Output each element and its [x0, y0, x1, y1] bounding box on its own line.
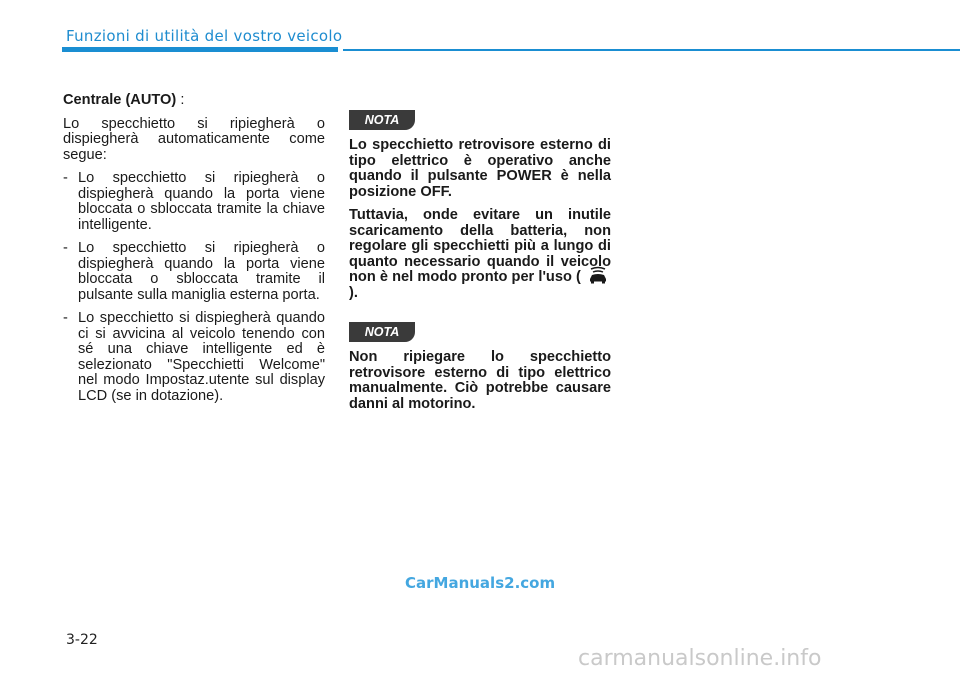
header-title: Funzioni di utilità del vostro veicolo: [66, 27, 343, 45]
bullet-marker: -: [63, 310, 68, 326]
bullet-marker: -: [63, 240, 68, 256]
nota-badge: NOTA: [349, 110, 415, 130]
note-paragraph: Lo specchietto retrovisore esterno di tipo elettrico è operativo anche quando il pulsante POWER è nella posizione OFF.: [349, 137, 611, 200]
note-paragraph: [349, 208, 611, 301]
nota-badge: NOTA: [349, 322, 415, 342]
header-accent-bar: [62, 47, 338, 52]
site-watermark: carmanualsonline.info: [578, 646, 822, 671]
section-heading: [63, 93, 325, 109]
note-block-2: [349, 322, 611, 412]
header-rule: [343, 49, 960, 51]
section-title: Centrale (AUTO): [63, 92, 177, 108]
page-number: 3-22: [66, 632, 98, 648]
note-text-end: ).: [349, 284, 358, 301]
note-block-1: [349, 110, 611, 301]
bullet-list: [63, 171, 325, 404]
note-paragraph: Non ripiegare lo specchietto retrovisore esterno di tipo elettrico manualmente. Ciò potrebbe causare danni al motorino.: [349, 349, 611, 412]
left-column: [63, 93, 325, 412]
ready-mode-car-icon: [587, 266, 609, 284]
list-item: [63, 241, 325, 303]
intro-paragraph: Lo specchietto si ripiegherà o dispiegherà automaticamente come segue:: [63, 115, 325, 163]
list-item: [63, 171, 325, 233]
carmanuals-watermark: CarManuals2.com: [405, 574, 556, 592]
list-item-text: Lo specchietto si ripiegherà o dispiegherà quando la porta viene bloccata o sbloccata tramite il pulsante sulla maniglia esterna porta.: [78, 240, 325, 303]
list-item-text: Lo specchietto si dispiegherà quando ci si avvicina al veicolo tenendo con sé una chiave intelligente ed è selezionato "Specchietti Welcome" nel modo Impostaz.utente sul display LCD (se in dotazione).: [78, 310, 325, 404]
list-item: [63, 311, 325, 404]
list-item-text: Lo specchietto si ripiegherà o dispiegherà quando la porta viene bloccata o sbloccata tramite la chiave intelligente.: [78, 170, 325, 233]
section-colon: :: [176, 92, 185, 108]
right-column: [349, 110, 611, 420]
note-text-tail: l'uso (: [538, 269, 581, 285]
bullet-marker: -: [63, 170, 68, 186]
note-text: Tuttavia, onde evitare un inutile scaricamento della batteria, non regolare gli specchietti più a lungo di quanto necessario quando il veicolo non è nel modo pronto per: [349, 207, 611, 285]
